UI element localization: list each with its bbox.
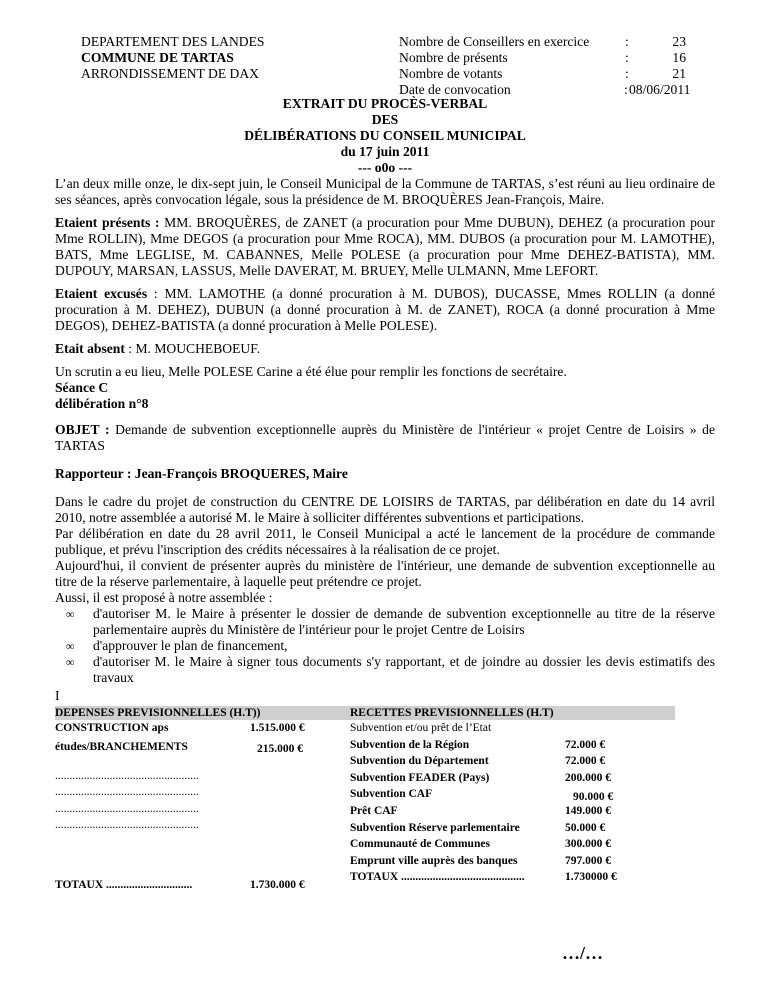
excuses-label: Etaient excusés <box>55 286 148 301</box>
stat-row: Nombre de présents : 16 <box>399 50 686 65</box>
rapporteur: Rapporteur : Jean-François BROQUERES, Maire <box>55 466 348 481</box>
table-row: Subvention CAF 90.000 € <box>350 788 614 804</box>
list-item: ∞ d'approuver le plan de financement, <box>66 638 288 653</box>
stat-row: Date de convocation : 08/06/2011 <box>399 82 691 97</box>
excuses-paragraph <box>55 286 715 334</box>
recettes-intro: Subvention et/ou prêt de l’Etat <box>350 722 492 734</box>
stat-value: 21 <box>672 66 686 81</box>
stat-row: Nombre de Conseillers en exercice : 23 <box>399 34 686 49</box>
expense-label: CONSTRUCTION aps <box>55 722 169 734</box>
document-title <box>55 96 715 176</box>
title-line: DÉLIBÉRATIONS DU CONSEIL MUNICIPAL <box>244 128 526 143</box>
financing-header <box>55 706 675 720</box>
title-line: du 17 juin 2011 <box>340 144 430 159</box>
proposal-list <box>55 606 715 686</box>
depenses-total-row <box>55 877 325 894</box>
table-row: Emprunt ville auprès des banques 797.000 € <box>350 854 611 867</box>
administrative-info <box>81 34 264 82</box>
depenses-column <box>55 720 325 891</box>
body-paragraph: Dans le cadre du projet de construction du CENTRE DE LOISIRS de TARTAS, par délibération en date du 14 avril 2010, notre assemblée a autorisé M. le Maire à solliciter différentes subventions et participations. <box>55 494 715 525</box>
table-row <box>55 737 325 758</box>
scrutin-paragraph: Un scrutin a eu lieu, Melle POLESE Carine a été élue pour remplir les fonctions de secrétaire. <box>55 364 567 379</box>
department: DEPARTEMENT DES LANDES <box>81 34 265 49</box>
expense-label: études/BRANCHEMENTS <box>55 740 188 753</box>
table-row <box>55 720 325 737</box>
presents-paragraph <box>55 215 715 279</box>
expense-amount: 1.515.000 € <box>250 722 305 734</box>
absent-label: Etait absent <box>55 341 125 356</box>
objet-label: OBJET : <box>55 422 110 437</box>
list-item: ∞ d'autoriser M. le Maire à présenter le dossier de demande de subvention exceptionnelle au titre de la réserve parlementaire auprès du Ministère de l'intérieur pour le projet Centre de Loisirs <box>66 606 715 637</box>
document-header <box>55 30 715 97</box>
dotted-line: .................................................. <box>55 802 199 815</box>
stat-value: 16 <box>672 50 686 65</box>
stat-value: 23 <box>672 34 686 49</box>
list-item: ∞ d'autoriser M. le Maire à signer tous documents s'y rapportant, et de joindre au dossier les devis estimatifs des travaux <box>66 654 715 685</box>
stray-letter: I <box>55 688 60 703</box>
absent-paragraph <box>55 341 715 357</box>
absent-text: : M. MOUCHEBOEUF. <box>124 341 261 356</box>
continuation-mark: …/… <box>562 943 604 963</box>
objet-text: Demande de subvention exceptionnelle auprès du Ministère de l'intérieur « projet Centre de Loisirs » de TARTAS <box>55 422 715 453</box>
title-line: DES <box>371 112 399 127</box>
deliberation-number: délibération n°8 <box>55 396 149 411</box>
table-row: Subvention FEADER (Pays) 200.000 € <box>350 771 611 784</box>
total-amount: 1.730000 € <box>565 871 617 884</box>
council-stats <box>399 34 699 98</box>
depenses-header: DEPENSES PREVISIONNELLES (H.T)) <box>55 707 261 719</box>
total-label: TOTAUX .............................. <box>55 879 193 891</box>
body-paragraph: Par délibération en date du 28 avril 2011, le Conseil Municipal a acté le lancement de la procédure de commande publique, et prévu l'inscription des crédits nécessaires à la réalisation de ce projet. <box>55 526 715 557</box>
stat-label: Date de convocation <box>399 82 511 97</box>
expense-amount: 215.000 € <box>257 742 303 755</box>
infinity-bullet-icon: ∞ <box>66 607 75 621</box>
table-row: Subvention Réserve parlementaire 50.000 € <box>350 821 606 834</box>
dotted-line: .................................................. <box>55 769 199 782</box>
stat-row: Nombre de votants : 21 <box>399 66 686 81</box>
recettes-total-row <box>350 869 680 886</box>
intro-paragraph: L’an deux mille onze, le dix-sept juin, le Conseil Municipal de la Commune de TARTAS, s’est réuni au lieu ordinaire de ses séances, après convocation légale, sous la présidence de M. BROQUÈRES Jean-François, Maire. <box>55 176 715 207</box>
dotted-line: .................................................. <box>55 786 199 799</box>
table-row: Subvention du Département 72.000 € <box>350 755 606 768</box>
excuses-text: : MM. LAMOTHE (a donné procuration à M. DUBOS), DUCASSE, Mmes ROLLIN (a donné procuration à M. DEHEZ), DUBUN (a donné procuration à M. de ZANET), ROCA (a donné procuration à Mme DEGOS), DEHEZ-BATISTA (a donné procuration à Melle POLESE). <box>55 286 715 333</box>
stat-label: Nombre de Conseillers en exercice <box>399 34 590 49</box>
infinity-bullet-icon: ∞ <box>66 655 75 669</box>
infinity-bullet-icon: ∞ <box>66 639 75 653</box>
stat-label: Nombre de votants <box>399 66 503 81</box>
presents-text: MM. BROQUÈRES, de ZANET (a procuration pour Mme DUBUN), DEHEZ (a procuration pour Mme ROLLIN), Mme DEGOS (a procuration pour Mme ROCA), MM. DUBOS (a procuration pour M. LAMOTHE), BATS, Mme LEGLISE, M. CABANNES, Melle POLESE (a procuration pour Mme DEHEZ-BATISTA), MM. DUPOUY, MARSAN, LASSUS, Melle DAVERAT, M. BRUEY, Melle ULMANN, Mme LEFORT. <box>55 215 715 278</box>
table-row: Prêt CAF 149.000 € <box>350 804 611 817</box>
table-row: Communauté de Communes 300.000 € <box>350 838 611 851</box>
recettes-column <box>350 720 680 886</box>
commune: COMMUNE DE TARTAS <box>81 50 234 65</box>
dotted-line: .................................................. <box>55 819 199 832</box>
table-row: Subvention de la Région 72.000 € <box>350 738 606 751</box>
seance-label: Séance C <box>55 380 109 395</box>
total-label: TOTAUX ........................................... <box>350 871 525 884</box>
body-paragraph: Aujourd'hui, il convient de présenter auprès du ministère de l'intérieur, une demande de subvention exceptionnelle au titre de la réserve parlementaire, à laquelle peut prétendre ce projet. <box>55 558 715 589</box>
body-paragraph: Aussi, il est proposé à notre assemblée : <box>55 590 273 605</box>
objet-paragraph <box>55 422 715 454</box>
arrondissement: ARRONDISSEMENT DE DAX <box>81 66 259 81</box>
stat-label: Nombre de présents <box>399 50 508 65</box>
title-line: EXTRAIT DU PROCÈS-VERBAL <box>282 96 488 111</box>
presents-label: Etaient présents : <box>55 215 160 230</box>
recettes-header: RECETTES PREVISIONNELLES (H.T) <box>350 707 554 719</box>
financing-plan <box>55 706 675 894</box>
stat-value: 08/06/2011 <box>629 82 691 97</box>
title-separator: --- o0o --- <box>357 160 413 175</box>
total-amount: 1.730.000 € <box>250 879 305 891</box>
